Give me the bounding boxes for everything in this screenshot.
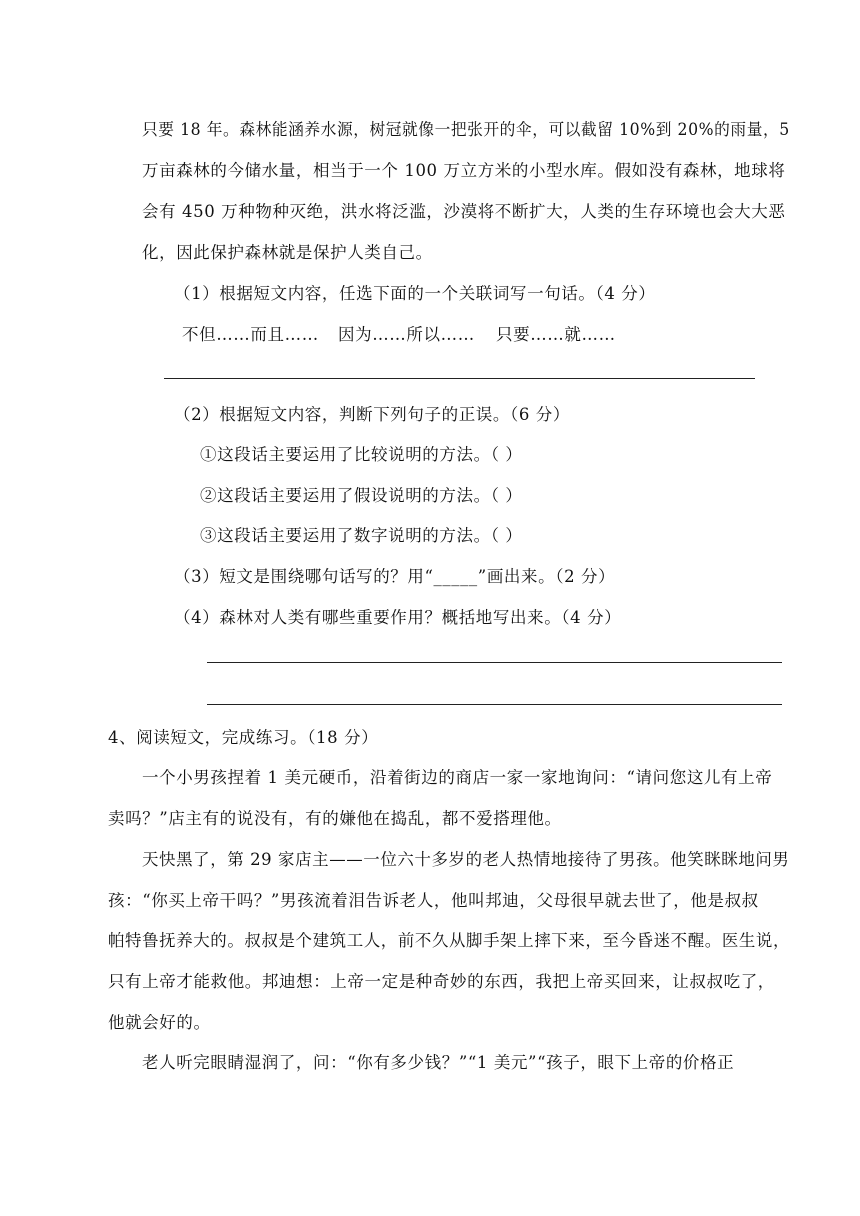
passage-line: 一个小男孩捏着 1 美元硬币，沿着街边的商店一家一家地询问：“请问您这儿有上帝 [142,768,773,787]
passage-line: 会有 450 万种物种灭绝，洪水将泛滥，沙漠将不断扩大，人类的生存环境也会大大恶 [142,202,786,221]
judgement-item-1: ①这段话主要运用了比较说明的方法。（ ） [200,445,523,464]
answer-line[interactable] [207,662,782,663]
passage-line: 只要 18 年。森林能涵养水源，树冠就像一把张开的伞，可以截留 10%到 20%的雨量，5 [142,120,790,139]
passage-line: 只有上帝才能救他。邦迪想：上帝一定是种奇妙的东西，我把上帝买回来，让叔叔吃了， [108,972,775,991]
section-4-heading: 4、阅读短文，完成练习。（18 分） [108,728,379,747]
question-4: （4）森林对人类有哪些重要作用？概括地写出来。（4 分） [174,608,622,627]
conjunction-option-1: 不但……而且…… [182,325,319,344]
question-3: （3）短文是围绕哪句话写的？用“_____”画出来。（2 分） [174,567,616,586]
question-1: （1）根据短文内容，任选下面的一个关联词写一句话。（4 分） [174,284,656,303]
passage-line: 卖吗？”店主有的说没有，有的嫌他在捣乱，都不爱搭理他。 [108,809,562,828]
passage-line: 帕特鲁抚养大的。叔叔是个建筑工人，前不久从脚手架上摔下来，至今昏迷不醒。医生说， [108,931,791,950]
passage-line: 天快黑了，第 29 家店主——一位六十多岁的老人热情地接待了男孩。他笑眯眯地问男 [142,850,790,869]
passage-line: 孩：“你买上帝干吗？”男孩流着泪告诉老人，他叫邦迪，父母很早就去世了，他是叔叔 [108,891,759,910]
conjunction-option-2: 因为……所以…… [338,325,475,344]
answer-line[interactable] [164,378,755,379]
answer-line[interactable] [207,704,782,705]
passage-line: 老人听完眼睛湿润了，问：“你有多少钱？”“1 美元”“孩子，眼下上帝的价格正 [142,1053,735,1072]
passage-line: 他就会好的。 [108,1013,211,1032]
judgement-item-3: ③这段话主要运用了数字说明的方法。（ ） [200,526,523,545]
passage-line: 万亩森林的今储水量，相当于一个 100 万立方米的小型水库。假如没有森林，地球将 [142,161,786,180]
conjunction-option-3: 只要……就…… [496,325,616,344]
question-2: （2）根据短文内容，判断下列句子的正误。（6 分） [174,405,570,424]
passage-line: 化，因此保护森林就是保护人类自己。 [142,243,433,262]
judgement-item-2: ②这段话主要运用了假设说明的方法。（ ） [200,486,523,505]
